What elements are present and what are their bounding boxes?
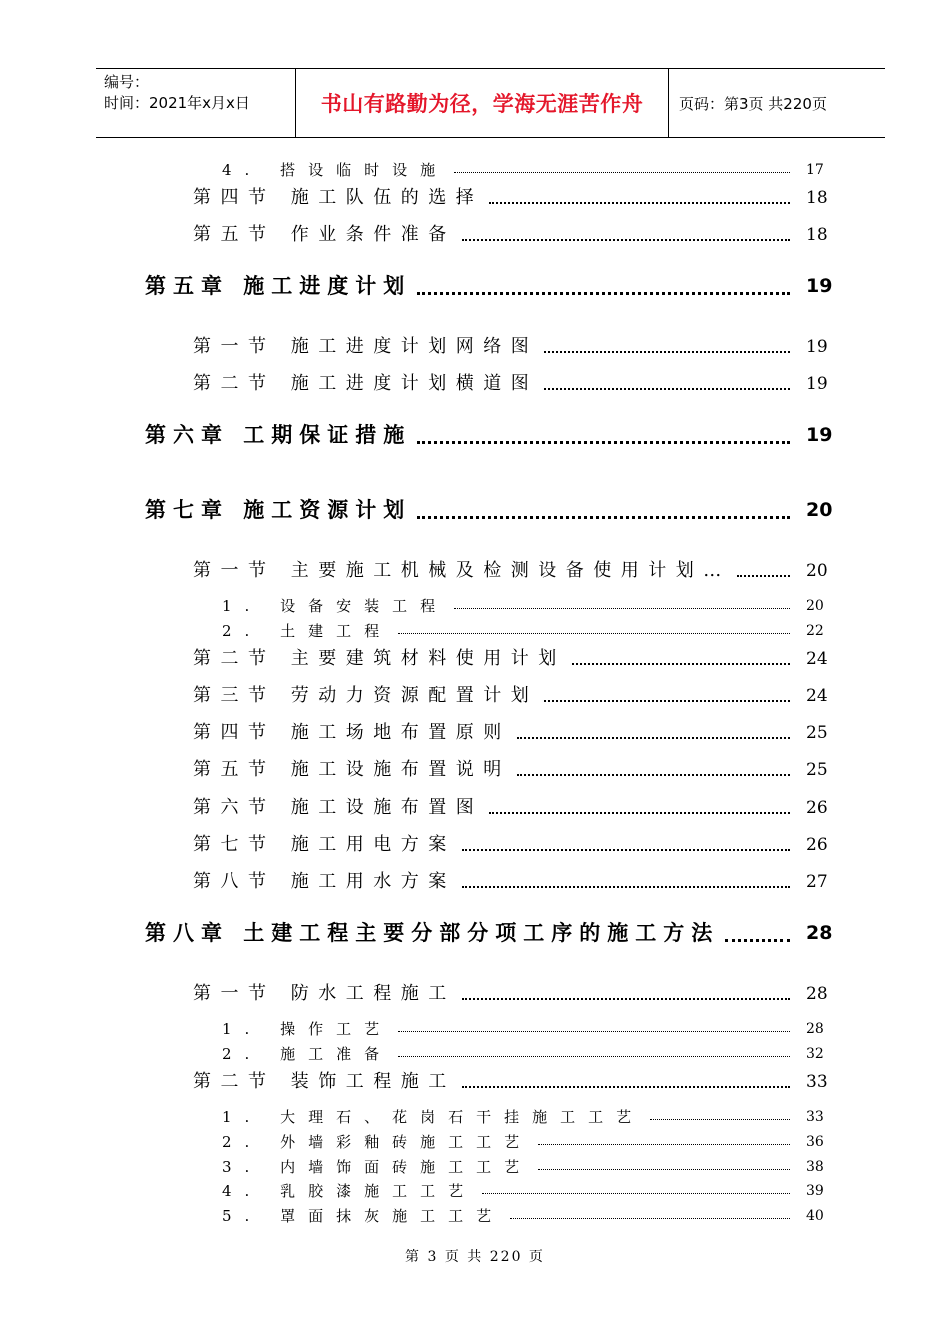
toc-entry[interactable]: [0, 559, 950, 583]
toc-entry-title: 第七章 施工资源计划: [145, 498, 412, 522]
toc-entry-title: 2. 土建工程: [222, 622, 393, 640]
toc-entry[interactable]: [0, 596, 950, 616]
toc-entry-title: 1. 设备安装工程: [222, 597, 449, 615]
toc-dot-leader: [462, 1086, 790, 1088]
toc-entry-page: 27: [806, 872, 828, 892]
toc-entry-page: 32: [806, 1046, 824, 1062]
toc-entry-page: 38: [806, 1159, 824, 1175]
toc-entry-page: 26: [806, 835, 828, 855]
toc-entry[interactable]: [0, 870, 950, 894]
toc-dot-leader: [482, 1193, 790, 1194]
toc-dot-leader: [544, 388, 790, 390]
toc-entry[interactable]: [0, 1070, 950, 1094]
toc-entry-page: 24: [806, 649, 828, 669]
code-label: 编号：: [104, 73, 150, 91]
toc-entry-page: 20: [806, 499, 833, 521]
toc-entry-page: 25: [806, 760, 828, 780]
toc-entry-page: 28: [806, 984, 828, 1004]
toc-dot-leader: [462, 849, 790, 851]
toc-entry-page: 39: [806, 1183, 824, 1199]
toc-entry-title: 第五节 作业条件准备: [193, 224, 456, 245]
toc-entry-page: 19: [806, 275, 833, 297]
toc-entry-page: 20: [806, 561, 828, 581]
toc-entry-title: 第七节 施工用电方案: [193, 834, 456, 855]
toc-entry-title: 1. 操作工艺: [222, 1020, 393, 1038]
toc-entry-page: 17: [806, 162, 824, 178]
toc-entry[interactable]: [0, 721, 950, 745]
toc-dot-leader: [462, 886, 790, 888]
toc-entry[interactable]: [0, 684, 950, 708]
toc-entry-title: 第二节 主要建筑材料使用计划: [193, 648, 566, 669]
toc-entry[interactable]: [0, 272, 950, 300]
toc-dot-leader: [650, 1119, 790, 1120]
toc-entry[interactable]: [0, 833, 950, 857]
toc-entry-page: 19: [806, 424, 833, 446]
toc-dot-leader: [544, 351, 790, 353]
toc-entry-page: 25: [806, 723, 828, 743]
toc-dot-leader: [538, 1169, 790, 1170]
toc-entry-title: 第六节 施工设施布置图: [193, 797, 484, 818]
toc-entry[interactable]: [0, 421, 950, 449]
toc-entry-title: 第二节 装饰工程施工: [193, 1071, 456, 1092]
toc-entry-title: 第八章 土建工程主要分部分项工序的施工方法: [145, 921, 720, 945]
toc-entry[interactable]: [0, 758, 950, 782]
toc-entry-page: 19: [806, 374, 828, 394]
toc-dot-leader: [517, 774, 790, 776]
toc-entry-page: 40: [806, 1208, 824, 1224]
toc-dot-leader: [398, 633, 790, 634]
toc-entry-title: 第一节 施工进度计划网络图: [193, 336, 539, 357]
toc-dot-leader: [489, 812, 790, 814]
toc-entry-title: 4. 搭设临时设施: [222, 161, 449, 179]
toc-dot-leader: [725, 939, 790, 942]
toc-entry-page: 33: [806, 1109, 824, 1125]
toc-entry-title: 第四节 施工场地布置原则: [193, 722, 511, 743]
toc-entry[interactable]: [0, 621, 950, 641]
toc-entry[interactable]: [0, 796, 950, 820]
toc-dot-leader: [462, 239, 790, 241]
toc-entry[interactable]: [0, 1157, 950, 1177]
toc-entry[interactable]: [0, 1044, 950, 1064]
toc-entry-page: 20: [806, 598, 824, 614]
toc-entry[interactable]: [0, 372, 950, 396]
toc-entry[interactable]: [0, 919, 950, 947]
toc-dot-leader: [417, 292, 790, 295]
toc-entry-title: 第三节 劳动力资源配置计划: [193, 685, 539, 706]
toc-entry-page: 26: [806, 798, 828, 818]
toc-entry-page: 22: [806, 623, 824, 639]
toc-dot-leader: [462, 998, 790, 1000]
toc-entry-title: 2. 施工准备: [222, 1045, 393, 1063]
toc-entry-title: 2. 外墙彩釉砖施工工艺: [222, 1133, 533, 1151]
time-label: 时间：2021年x月x日: [104, 94, 250, 112]
header-page-info: 页码：第3页 共220页: [679, 94, 827, 113]
toc-entry[interactable]: [0, 647, 950, 671]
toc-entry-page: 33: [806, 1072, 828, 1092]
toc-entry-title: 第六章 工期保证措施: [145, 423, 412, 447]
toc-dot-leader: [510, 1218, 790, 1219]
toc-dot-leader: [544, 700, 790, 702]
toc-dot-leader: [398, 1031, 790, 1032]
toc-entry[interactable]: [0, 1132, 950, 1152]
toc-entry[interactable]: [0, 496, 950, 524]
toc-entry-page: 28: [806, 922, 833, 944]
toc-entry-page: 24: [806, 686, 828, 706]
toc-entry-title: 第四节 施工队伍的选择: [193, 187, 484, 208]
toc-dot-leader: [489, 202, 790, 204]
toc-entry[interactable]: [0, 1107, 950, 1127]
toc-entry[interactable]: [0, 1181, 950, 1201]
toc-entry-title: 5. 罩面抹灰施工工艺: [222, 1207, 505, 1225]
toc-entry[interactable]: [0, 1206, 950, 1226]
toc-entry[interactable]: [0, 335, 950, 359]
toc-entry-title: 第五章 施工进度计划: [145, 274, 412, 298]
toc-entry[interactable]: [0, 223, 950, 247]
toc-entry-title: 第二节 施工进度计划横道图: [193, 373, 539, 394]
toc-entry[interactable]: [0, 982, 950, 1006]
toc-entry-title: 第一节 防水工程施工: [193, 983, 456, 1004]
toc-dot-leader: [538, 1144, 790, 1145]
header-motto: 书山有路勤为径，学海无涯苦作舟: [296, 69, 669, 137]
toc-dot-leader: [417, 441, 790, 444]
toc-entry-title: 第八节 施工用水方案: [193, 871, 456, 892]
toc-dot-leader: [417, 516, 790, 519]
toc-entry-page: 36: [806, 1134, 824, 1150]
toc-entry-title: 第一节 主要施工机械及检测设备使用计划…: [193, 560, 731, 581]
toc-dot-leader: [572, 663, 790, 665]
toc-entry-page: 19: [806, 337, 828, 357]
toc-entry-page: 18: [806, 225, 828, 245]
toc-dot-leader: [454, 608, 790, 609]
toc-dot-leader: [398, 1056, 790, 1057]
toc-entry-title: 1. 大理石、花岗石干挂施工工艺: [222, 1108, 645, 1126]
toc-dot-leader: [454, 172, 790, 173]
toc-dot-leader: [737, 575, 790, 577]
toc-entry-page: 28: [806, 1021, 824, 1037]
toc-entry[interactable]: [0, 1019, 950, 1039]
toc-entry-page: 18: [806, 188, 828, 208]
toc-entry-title: 3. 内墙饰面砖施工工艺: [222, 1158, 533, 1176]
toc-entry-title: 第五节 施工设施布置说明: [193, 759, 511, 780]
toc-dot-leader: [517, 737, 790, 739]
page-footer: 第 3 页 共 220 页: [405, 1249, 545, 1265]
toc-entry[interactable]: [0, 186, 950, 210]
toc-entry-title: 4. 乳胶漆施工工艺: [222, 1182, 477, 1200]
toc-entry[interactable]: [0, 160, 950, 180]
